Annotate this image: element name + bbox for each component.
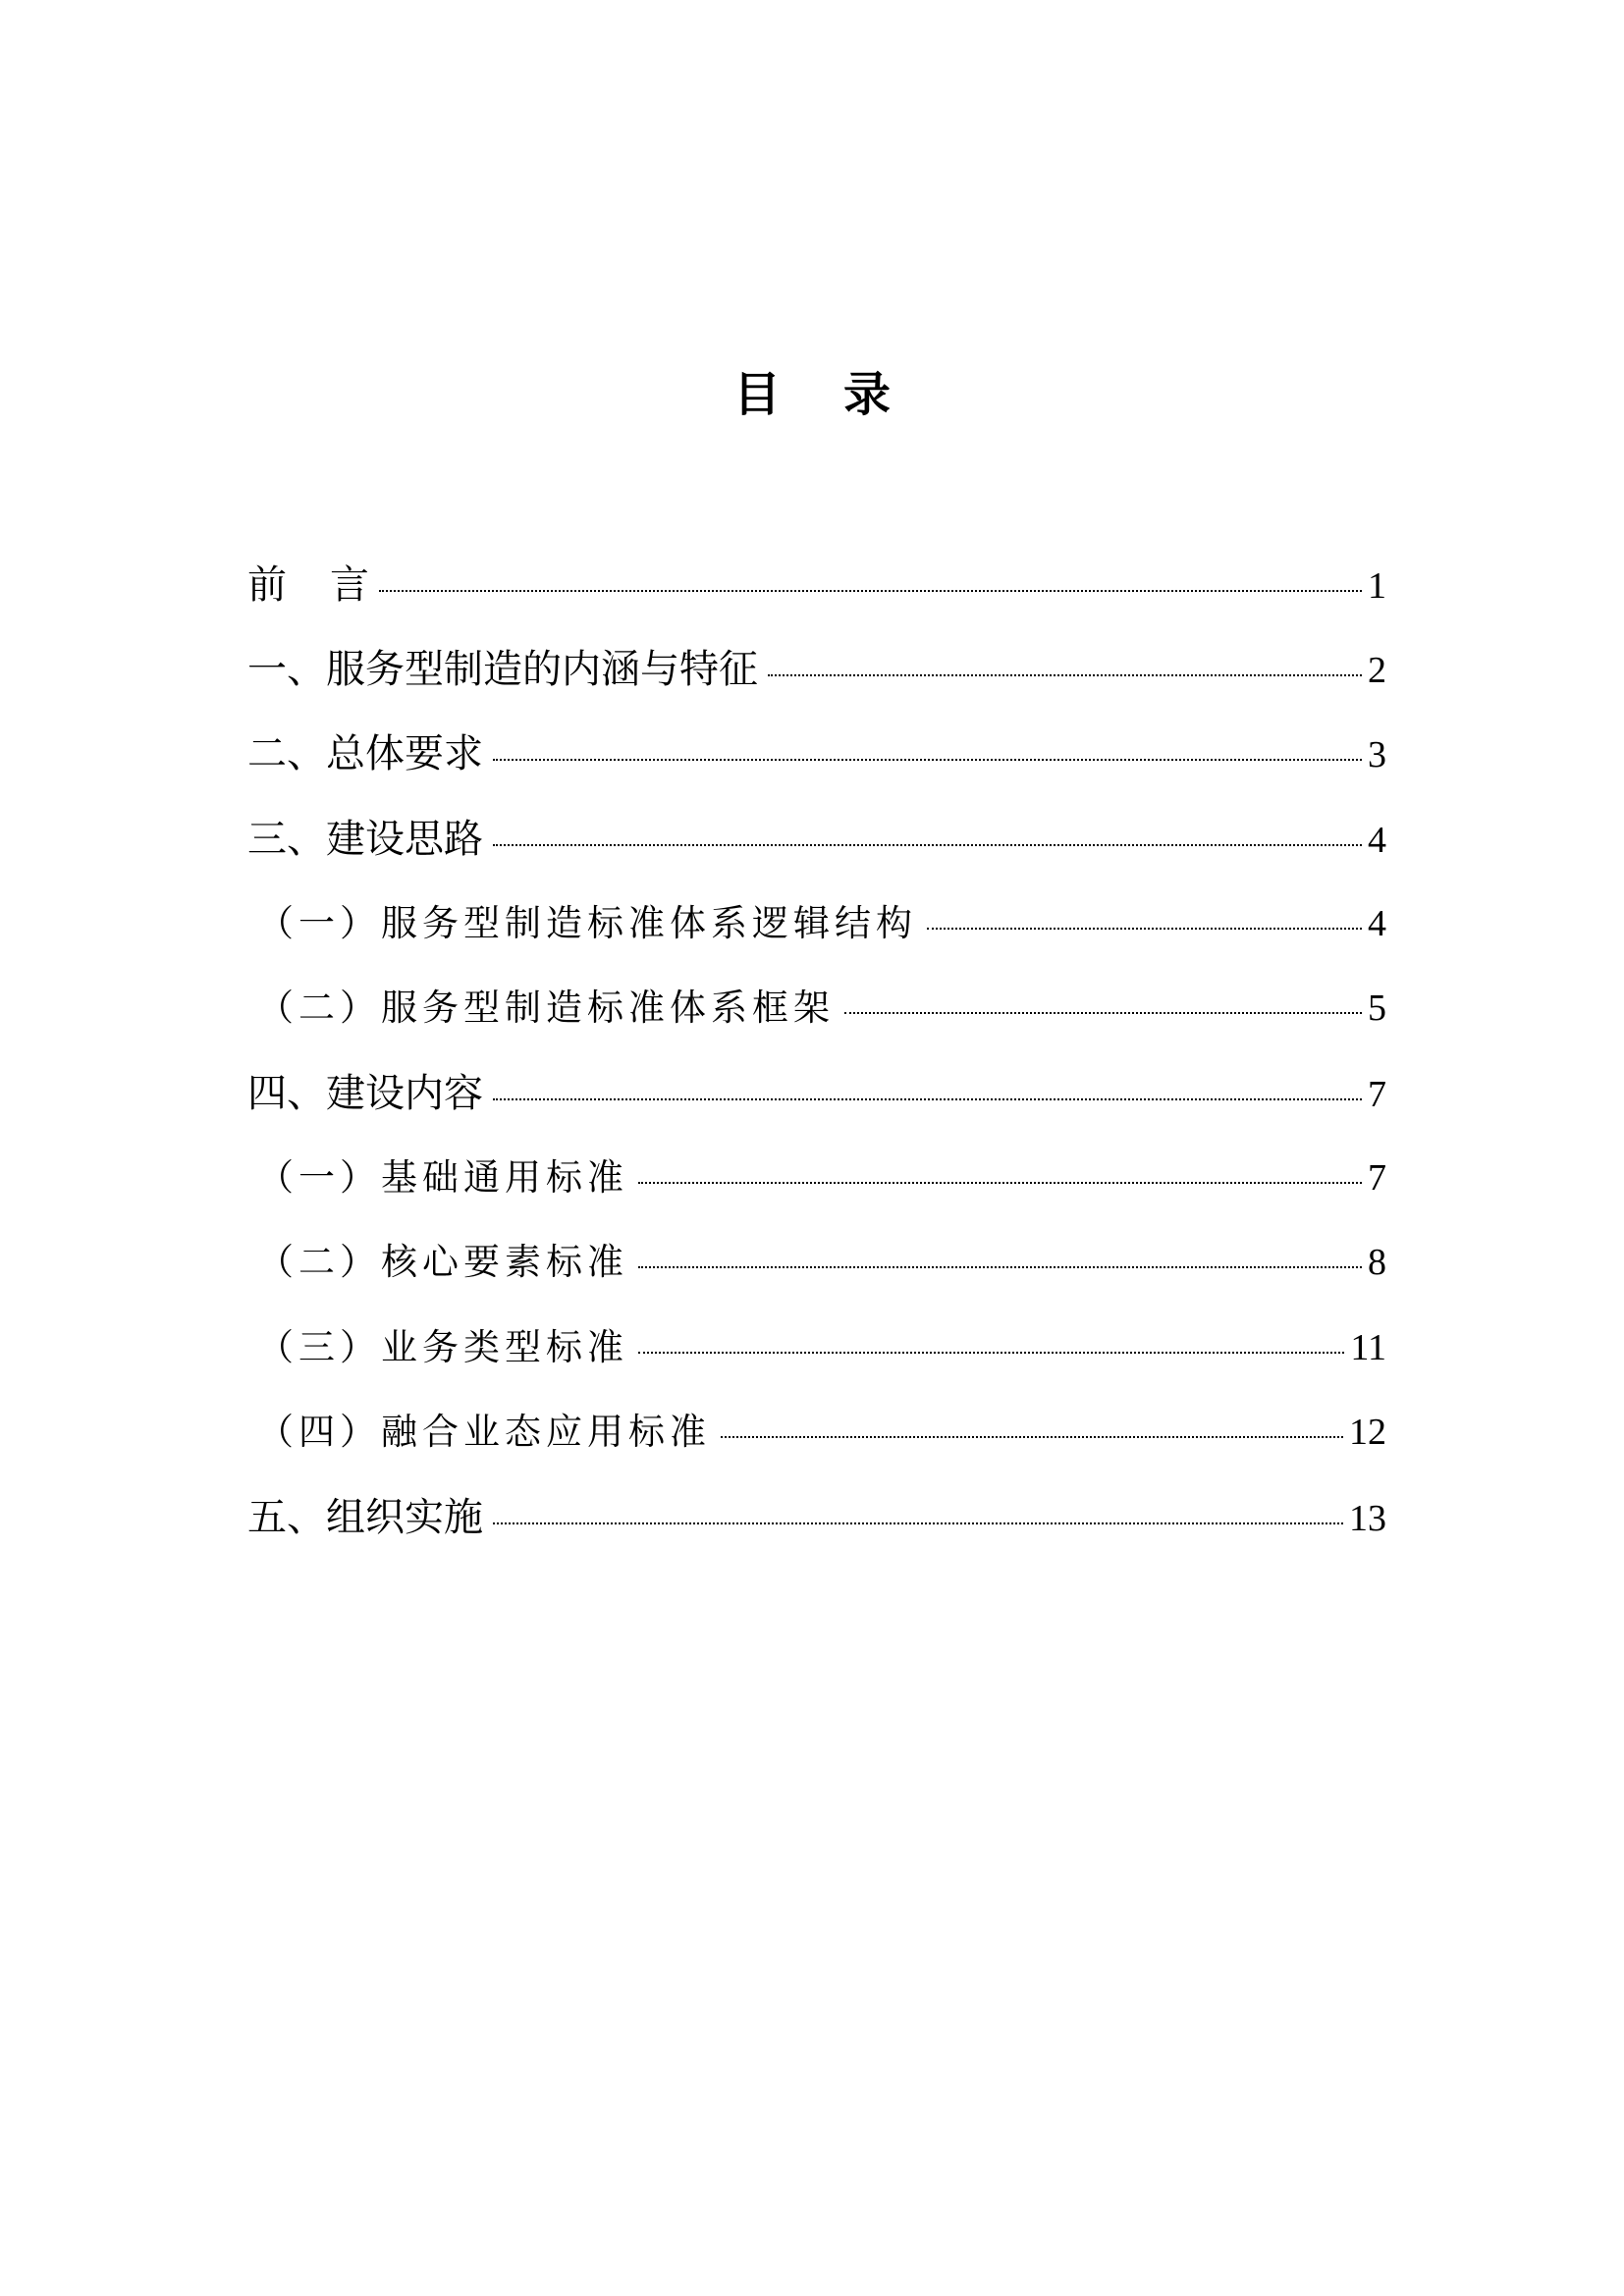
toc-entry-page-number: 7 xyxy=(1368,1074,1386,1115)
toc-entry-label: （一）服务型制造标准体系逻辑结构 xyxy=(257,902,917,944)
toc-entry-construction-approach[interactable] xyxy=(247,812,1386,867)
toc-entry-label xyxy=(247,558,369,613)
toc-entry-core-element-standards[interactable] xyxy=(257,1235,1386,1290)
dot-leader xyxy=(638,1266,1362,1268)
toc-entry-page-number: 7 xyxy=(1368,1157,1386,1199)
dot-leader xyxy=(638,1352,1344,1354)
toc-entry-page-number: 12 xyxy=(1349,1412,1386,1453)
dot-leader xyxy=(844,1012,1362,1014)
toc-entry-page-number: 5 xyxy=(1368,988,1386,1029)
toc-entry-label: （二）核心要素标准 xyxy=(257,1241,628,1283)
toc-entry-page-number: 4 xyxy=(1368,903,1386,944)
toc-title-char-1: 目 xyxy=(732,367,781,422)
dot-leader xyxy=(379,590,1362,592)
toc-entry-business-type-standards[interactable] xyxy=(257,1320,1386,1375)
toc-entry-label: （四）融合业态应用标准 xyxy=(257,1411,711,1453)
toc-entry-label: 五、组织实施 xyxy=(247,1495,483,1540)
toc-entry-preface[interactable] xyxy=(247,558,1386,613)
toc-title-char-2: 录 xyxy=(843,367,892,422)
dot-leader xyxy=(768,674,1362,676)
toc-entry-framework[interactable] xyxy=(257,981,1386,1036)
toc-entry-construction-content[interactable] xyxy=(247,1066,1386,1121)
toc-entry-logical-structure[interactable] xyxy=(257,896,1386,951)
toc-entry-label: （一）基础通用标准 xyxy=(257,1156,628,1199)
toc-entry-page-number: 3 xyxy=(1368,734,1386,775)
dot-leader xyxy=(493,759,1362,761)
preface-char-2: 言 xyxy=(330,562,369,608)
toc-entry-page-number: 4 xyxy=(1368,820,1386,861)
toc-entry-label: 一、服务型制造的内涵与特征 xyxy=(247,647,758,692)
toc-entry-label: 二、总体要求 xyxy=(247,731,483,776)
toc-entry-label: 四、建设内容 xyxy=(247,1071,483,1116)
toc-entry-label: 三、建设思路 xyxy=(247,817,483,862)
toc-entry-label: （三）业务类型标准 xyxy=(257,1326,628,1368)
toc-entry-organization-implementation[interactable] xyxy=(247,1490,1386,1545)
toc-entry-basic-general-standards[interactable] xyxy=(257,1150,1386,1205)
toc-entry-page-number: 13 xyxy=(1349,1498,1386,1539)
dot-leader xyxy=(638,1182,1362,1184)
toc-title xyxy=(0,365,1624,424)
dot-leader xyxy=(493,1098,1362,1100)
toc-entry-page-number: 8 xyxy=(1368,1242,1386,1283)
dot-leader xyxy=(721,1436,1343,1438)
preface-char-1: 前 xyxy=(247,562,287,608)
toc-entry-page-number: 2 xyxy=(1368,650,1386,691)
dot-leader xyxy=(493,844,1362,846)
toc-entry-general-requirements[interactable] xyxy=(247,726,1386,781)
toc-entry-page-number: 11 xyxy=(1350,1327,1386,1368)
toc-entry-connotation-features[interactable] xyxy=(247,642,1386,697)
dot-leader xyxy=(493,1522,1343,1524)
toc-entry-page-number: 1 xyxy=(1368,565,1386,607)
dot-leader xyxy=(927,928,1362,930)
toc-entry-integrated-application-standards[interactable] xyxy=(257,1405,1386,1460)
toc-entry-label: （二）服务型制造标准体系框架 xyxy=(257,987,835,1029)
